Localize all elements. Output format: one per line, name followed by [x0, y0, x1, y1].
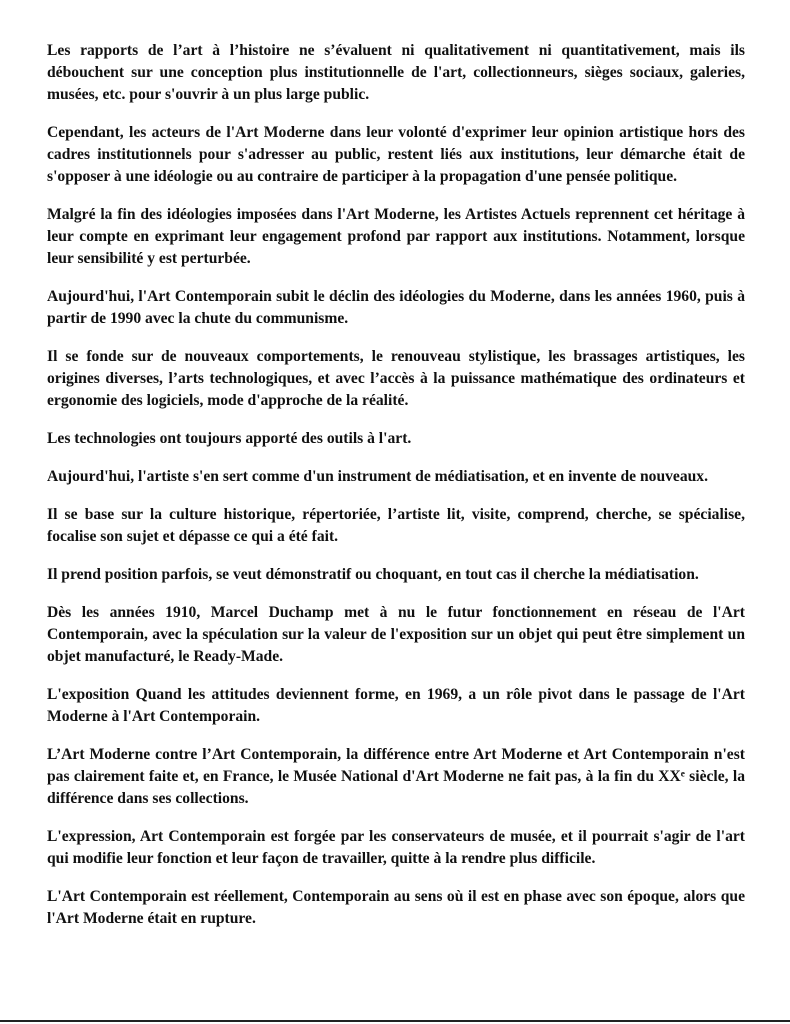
page-bottom-rule — [0, 1020, 790, 1022]
paragraph: Dès les années 1910, Marcel Duchamp met à nu le futur fonctionnement en réseau de l'Art Contemporain, avec la spéculation sur la valeur de l'exposition sur un objet qui peut être simplement un objet manufacturé, le Ready-Made. — [47, 604, 745, 665]
paragraph: Les technologies ont toujours apporté des outils à l'art. — [47, 430, 412, 447]
paragraph: Aujourd'hui, l'artiste s'en sert comme d'un instrument de médiatisation, et en invente de nouveaux. — [47, 468, 708, 485]
paragraph: L'Art Contemporain est réellement, Contemporain au sens où il est en phase avec son époque, alors que l'Art Moderne était en rupture. — [47, 888, 745, 927]
paragraph: Cependant, les acteurs de l'Art Moderne dans leur volonté d'exprimer leur opinion artistique hors des cadres institutionnels pour s'adresser au public, restent liés aux institutions, leur démarche était de s'opposer à une idéologie ou au contraire de participer à la propagation d'une pensée politique. — [47, 124, 745, 185]
paragraph: L’Art Moderne contre l’Art Contemporain, la différence entre Art Moderne et Art Contemporain n'est pas clairement faite et, en France, le Musée National d'Art Moderne ne fait pas, à la fin du XXᵉ siècle, la différence dans ses collections. — [47, 746, 745, 807]
paragraph: Malgré la fin des idéologies imposées dans l'Art Moderne, les Artistes Actuels reprennent cet héritage à leur compte en exprimant leur engagement profond par rapport aux institutions. Notamment, lorsque leur sensibilité y est perturbée. — [47, 206, 745, 267]
paragraph: L'expression, Art Contemporain est forgée par les conservateurs de musée, et il pourrait s'agir de l'art qui modifie leur fonction et leur façon de travailler, quitte à la rendre plus difficile. — [47, 828, 745, 867]
paragraph: Il se fonde sur de nouveaux comportements, le renouveau stylistique, les brassages artistiques, les origines diverses, l’arts technologiques, et avec l’accès à la puissance mathématique des ordinateurs et ergonomie des logiciels, mode d'approche de la réalité. — [47, 348, 745, 409]
paragraph: Aujourd'hui, l'Art Contemporain subit le déclin des idéologies du Moderne, dans les années 1960, puis à partir de 1990 avec la chute du communisme. — [47, 288, 745, 327]
paragraph: Il prend position parfois, se veut démonstratif ou choquant, en tout cas il cherche la médiatisation. — [47, 566, 699, 583]
paragraph: Les rapports de l’art à l’histoire ne s’évaluent ni qualitativement ni quantitativement, mais ils débouchent sur une conception plus institutionnelle de l'art, collectionneurs, sièges sociaux, galeries, musées, etc. pour s'ouvrir à un plus large public. — [47, 42, 745, 103]
paragraph: L'exposition Quand les attitudes deviennent forme, en 1969, a un rôle pivot dans le passage de l'Art Moderne à l'Art Contemporain. — [47, 686, 745, 725]
document-body — [47, 40, 745, 930]
paragraph: Il se base sur la culture historique, répertoriée, l’artiste lit, visite, comprend, cherche, se spécialise, focalise son sujet et dépasse ce qui a été fait. — [47, 506, 745, 545]
